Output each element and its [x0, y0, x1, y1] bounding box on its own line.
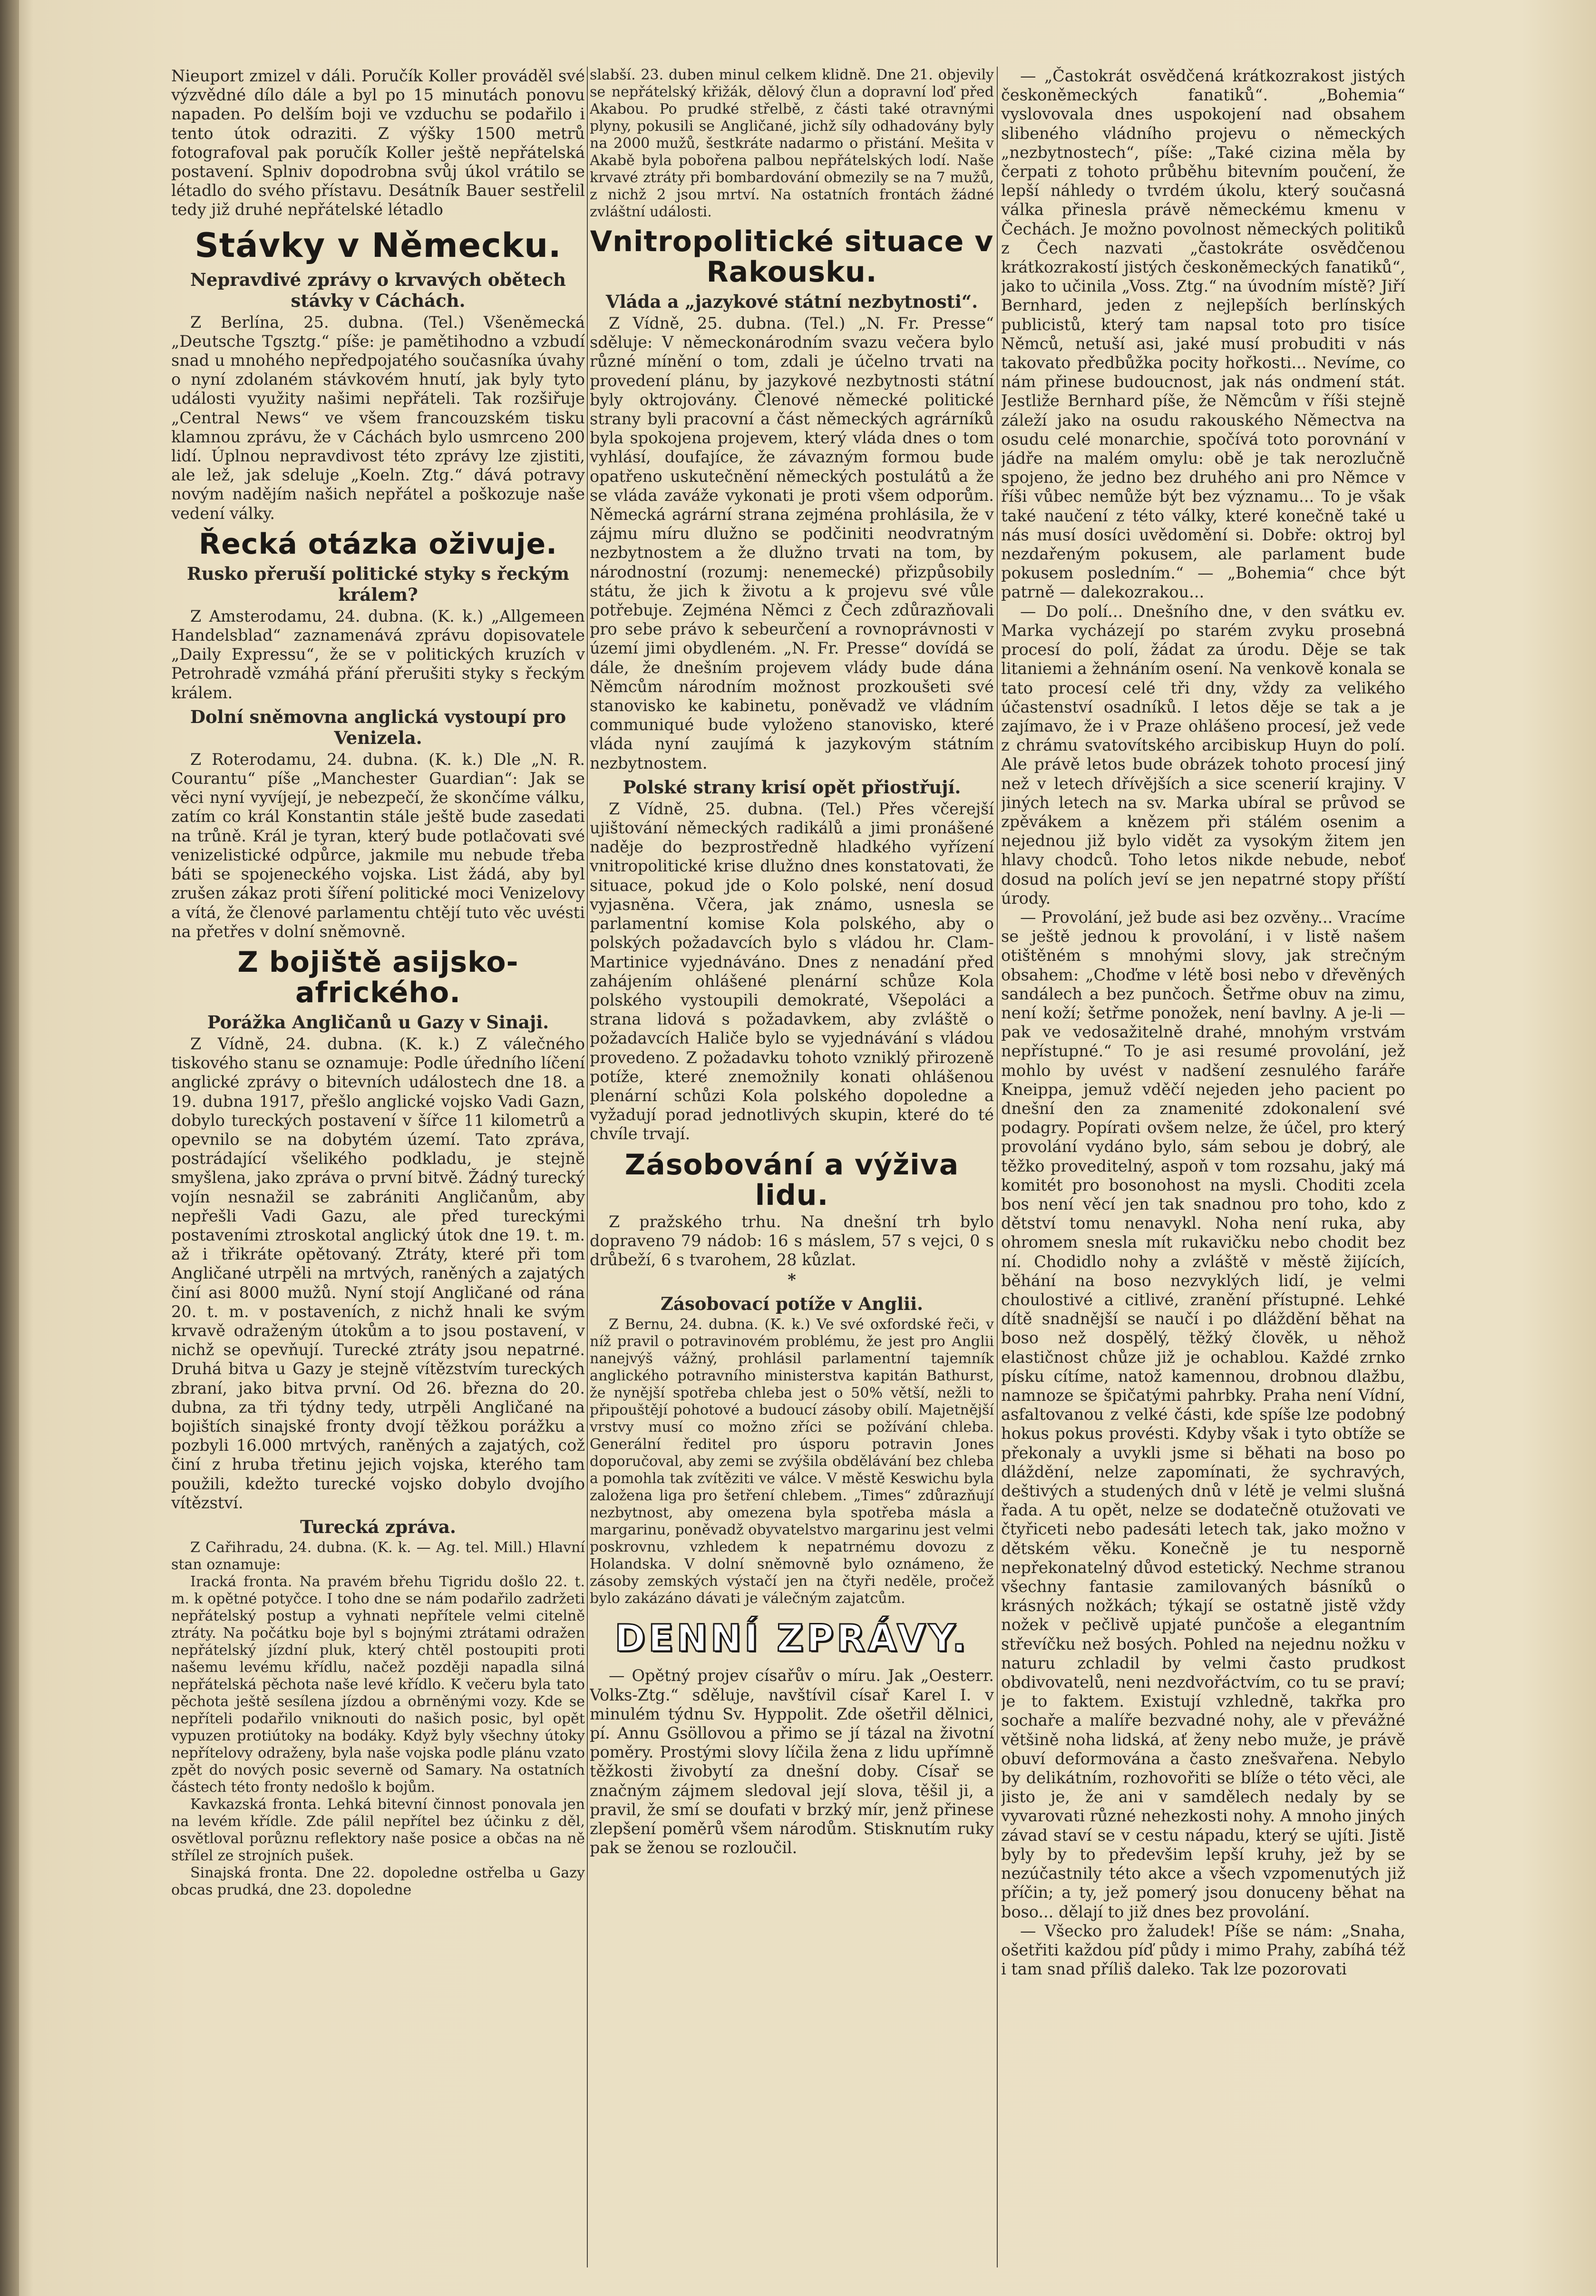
page-binding-shadow — [0, 0, 19, 2296]
article-body: — Do polí... Dnešního dne, v den svátku ev. Marka vycházejí po starém zvyku prosebná procesí do polí, žádat za úrodu. Děje se tak litaniemi a žehnáním osení. Na venkově konala se tato procesí celé tři dny, vždy za velikého účastenství osadníků. I letos děje se tak a je zajímavo, že i v Praze ohlášeno procesí, jež vede z chrámu svatovítského arcibiskup Huyn do polí. Ale právě letos bude obrázek tohoto procesí jiný než v letech dřívějších a sice scenerií krajiny. V jiných letech na sv. Marka ubíral se průvod se zpěvákem a knězem při stálém osenim a nejednou již bylo vidět za vysokým žitem jen hlavy chodců. Toho letos nikde nebude, neboť dosud na polích jeví se jen nepatrné stopy příští úrody. — [1001, 602, 1405, 908]
column-2 — [590, 67, 994, 2267]
article-body: Z pražského trhu. Na dnešní trh bylo dopraveno 79 nádob: 16 s máslem, 57 s vejci, 0 s drůbeží, 6 s tvarohem, 28 kůzlat. — [590, 1212, 994, 1269]
article-body: Z Vídně, 24. dubna. (K. k.) Z válečného tiskového stanu se oznamuje: Podle úředního líčení anglické zprávy o bitevních událostech dne 18. a 19. dubna 1917, přešlo anglické vojsko Vadi Gazn, dobylo tureckých postavení v šířce 11 kilometrů a opevnilo se na dobytém území. Tato zpráva, postrádající všelikého podkladu, je stejně smyšlena, jako zpráva o první bitvě. Žádný turecký vojín nesnažil se zabrániti Angličanům, aby nepřešli Vadi Gazu, ale před tureckými postaveními ztroskotal anglický útok dne 19. t. m. až i třikráte opětovaný. Ztráty, které při tom Angličané utrpěli na mrtvých, raněných a zajatých činí asi 8000 mužů. Nyní stojí Angličané od rána 20. t. m. v postaveních, z nichž hnali ke svým krvavě odraženým útokům a to jsou postavení, v nichž se opevňují. Turecké ztráty jsou nepatrné. Druhá bitva u Gazy je stejně vítězstvím tureckých zbraní, jako bitva první. Od 26. března do 20. dubna, za tři týdny tedy, utrpěli Angličané na bojištích sinajské fronty dvojí těžkou porážku a pozbyli 16.000 mrtvých, raněných a zajatých, což činí z hruba třetinu jejich vojska, kterého tam použili, kdežto turecké vojsko dobylo dvojího vítězství. — [171, 1034, 585, 1512]
subheadline: Rusko přeruší politické styky s řeckým králem? — [186, 563, 570, 605]
article-body: Z Vídně, 25. dubna. (Tel.) Přes včerejší ujištování německých radikálů a jimi pronášené naděje do bezprostředně hladkého vyřízení vnitropolitické krise dlužno dnes konstatovati, že situace, pokud jde o Kolo polské, není dosud vyjasněna. Včera, jak známo, usnesla se parlamentní komise Kola polského, aby o polských požadavcích bylo s vládou hr. Clam-Martinice vyjednáváno. Dnes z nenadání před zahájením ohlášené plenární schůze Kola polského vystoupili demokraté, Všepoláci a strana lidová s požadavkem, aby zvláště o požadavcích Haliče bylo se vyjednávání s vládou provedeno. Z požadavku tohoto vzniklý přirozeně potíže, které znemožnily konati ohlášenou plenární schůzi Kola polského dopoledne a vyžadují porad jednotlivých skupin, které do té chvíle trvají. — [590, 799, 994, 1143]
subheadline: Nepravdivé zprávy o krvavých obětech stávky v Cáchách. — [190, 269, 566, 311]
subheadline: Vláda a „jazykové státní nezbytnosti“. — [605, 291, 978, 312]
column-1 — [171, 67, 585, 2267]
article-body: Z Cařihradu, 24. dubna. (K. k. — Ag. tel. Mill.) Hlavní stan oznamuje: — [171, 1539, 585, 1573]
article-body: Kavkazská fronta. Lehká bitevní činnost ponovala jen na levém křídle. Zde pálil nepřítel bez účinku z děl, osvětloval porůznu reflektory naše posice a občas na ně střílel ze strojních pušek. — [171, 1796, 585, 1864]
subheadline: Dolní sněmovna anglická vystoupí pro Venizela. — [190, 706, 566, 748]
headline-strikes-germany: Stávky v Německu. — [195, 225, 562, 265]
column-rule — [997, 67, 998, 2267]
article-body: Sinajská fronta. Dne 22. dopoledne ostřelba u Gazy obcas prudká, dne 23. dopoledne — [171, 1864, 585, 1898]
article-continuation: Nieuport zmizel v dáli. Poručík Koller prováděl své výzvědné dílo dále a byl po 15 minutách ponovu napaden. Po delším boji ve vzduchu se podařilo i tento útok odraziti. Z výšky 1500 metrů fotografoval pak poručík Koller ještě nepřátelská postavení. Splniv dopodrobna svůj úkol vrátilo se létadlo do svého přístavu. Desátník Bauer sestřelil tedy již druhé nepřátelské létadlo — [171, 67, 585, 219]
column-rule — [587, 67, 588, 2267]
article-body: Z Bernu, 24. dubna. (K. k.) Ve své oxfordské řeči, v níž pravil o potravinovém problému, že jest pro Anglii nanejvýš vážný, prohlásil parlamentní tajemník anglického potravního ministerstva kapitán Bathurst, že nynější spotřeba chleba jest o 50% větší, nežli to připouštějí pohotové a budoucí zásoby obilí. Majetnější vrstvy musí co možno zříci se požívání chleba. Generální ředitel pro úsporu potravin Jones doporučoval, aby zemi se zvýšila obdělávání bez chleba a pomohla tak zvítěziti ve válce. V městě Keswichu byla založena liga pro šetření chlebem. „Times“ zdůrazňují nezbytnost, aby omezena byla spotřeba másla a margarinu, poněvadž obyvatelstvo margarinu jest velmi poskrovnu, vzhledem k nepatrnému dovozu z Holandska. V dolní sněmovně bylo oznámeno, že zásoby zemských výstačí jen na čtyři neděle, pročež bylo zakázáno dávati je válečným zajatcům. — [590, 1316, 994, 1607]
column-3 — [1001, 67, 1405, 2267]
article-body: Z Berlína, 25. dubna. (Tel.) Všeněmecká „Deutsche Tgsztg.“ píše: je pamětihodno a vzbudí snad u mnohého nepředpojatého současníka úvahy o nyní zdolaném stávkovém hnutí, jak byly tyto události využity našimi nepřáteli. Tak rozšiřuje „Central News“ ve všem francouzském tisku klamnou zprávu, že v Cáchách bylo usmrceno 200 lidí. Úplnou nepravdivost této zprávy lze zjistiti, ale lež, jak sdeluje „Koeln. Ztg.“ dává potravy novým nadějím našich nepřátel a poškozuje naše vedení války. — [171, 313, 585, 523]
headline-food-supply: Zásobování a výživa lidu. — [624, 1148, 959, 1212]
headline-asian-african-front: Z bojiště asijsko-afrického. — [237, 945, 519, 1009]
section-divider-star: * — [788, 1270, 796, 1290]
article-body: — „Častokrát osvědčená krátkozrakost jistých českoněmeckých fanatiků“. „Bohemia“ vyslovovala dnes uspokojení nad obsahem slibeného vládního projevu o německých „nezbytnostech“, píše: „Také cizina měla by čerpati z tohoto průběhu bitevním poučení, že lepší náhledy o tvrdém úkolu, který současná válka přinesla právě německému kmenu v Čechách. Je možno povolnost německých politiků z Čech nazvati „častokráte osvědčenou krátkozrakostí jistých českoněmeckých fanatiků“, jako to učinila „Voss. Ztg.“ na úvodním místě? Jiří Bernhard, jeden z nejlepších berlínských publicistů, který tam napsal toto pro tisíce Němců, netuší asi, jaké musí probuditi v nás takovato předbůžka pocity hořkosti... Nevíme, co nám přinese budoucnost, jak nás ondmení stát. Jestliže Bernhard píše, že Němcům v říši stejně záleží jako na osudu rakouského Němectva na osudu celé monarchie, spočívá toto porovnání v jádře na malém omylu: obě je tak nerozlučně spojeno, že jedno bez druhého ani pro Němce v říši vůbec nemůže být bez významu... To je však také naučení z této války, které konečně také u nás musí dosíci uvědomění si. Dobře: oktroj byl nezdařeným pokusem, ale parlament bude pokusem posledním.“ — „Bohemia“ chce být patrně — dalekozrakou... — [1001, 67, 1405, 602]
article-body: Z Roterodamu, 24. dubna. (K. k.) Dle „N. R. Courantu“ píše „Manchester Guardian“: Jak se věci nyní vyvíjejí, je nebezpečí, že skončíme válku, zatím co král Konstantin stále ještě bude zasedati na trůně. Král je tyran, který bude potlačovati své venizelistické odpůrce, jakmile mu nebude třeba báti se spojeneckého vojska. List žádá, aby byl zrušen zákaz proti šíření politické moci Venizelovy a vítá, že členové parlamentu chtějí tuto věc uvésti na přetřes v dolní sněmovně. — [171, 750, 585, 941]
subheadline: Polské strany krisí opět přiostřují. — [623, 776, 961, 798]
article-body: — Provolání, jež bude asi bez ozvěny... Vracíme se ještě jednou k provolání, i v listě našem otištěném s mnohými slovy, jak strečným obsahem: „Choďme v létě bosi nebo v dřevěných sandálech a bez punčoch. Šetřme obuv na zimu, není koží; šetřme ponožek, není bavlny. A je-li — pak ve vedosažitelně drahé, mnohým vrstvám nepřístupné.“ To je asi resumé provolání, jež mohlo by uvést v nadšení zesnulého faráře Kneippa, jemuž vděčí nejeden jeho pacient po dnešní den za znamenité zdokonalení své podagry. Popírati ovšem nelze, že účel, pro který provolání vydáno bylo, sám sebou je dobrý, ale těžko proveditelný, aspoň v tom rozsahu, jaký má komitét pro bosonohost na mysli. Choditi zcela bos není věcí jen tak snadnou pro toho, kdo z dětství tomu nenavykl. Noha není ruka, aby ohromem snesla mít rukavičku nebo chodit bez ní. Chodidlo nohy a zvláště v městě žijících, běhání na boso nezvyklých lidí, je velmi choulostivé a citlivé, zranění přístupné. Lehké dítě snadnější se naučí i po dláždění běhat na boso než dospělý, těžký člověk, u něhož elastičnost chůze již je ochablou. Každé zrnko písku cítíme, natož kamennou, drobnou dlažbu, namnoze se špičatými pahrbky. Praha není Vídní, asfaltovanou z velké části, kde spíše lze podobný hokus pokus provésti. Kdyby však i tyto obtíže se překonaly a uvykli jsme si běhati na boso po dláždění, nelze zapomínati, že sychravých, deštivých a studených dnů v létě je velmi slušná řada. A tu opět, nelze se dodatečně otužovati ve čtyřiceti nebo padesáti letech tak, jako možno v dětském věku. Konečně je tu nesporně nepřekonatelný důvod estetický. Nechme stranou všechny fantasie zamilovaných básníků o krásných nožkách; týkají se ostatně jistě vždy nožek v pečlivě upjaté punčoše a elegantním střevíčku než bosých. Pohled na nejednu nožku v naturu zchladil by velmi často prudkost obdivovatelů, neni nezdvořáctvím, co tu se praví; je to faktem. Existují vzhledně, takřka pro sochaře a malíře bezvadné nohy, ale v převážné většině noha lidská, ať ženy nebo muže, je právě obuví deformována a často znešvařena. Nebylo by delikátním, rozhovořiti se blíže o této věci, ale jisto je, že ani v samdělech nedaly by se vyvarovati různé nehezkosti nohy. A mnoho jiných závad staví se v cestu nápadu, který se ujíti. Jistě byly by to předevšim lepší kruhy, jež by se nezúčastnily této akce a všech vzpomenutých již příčin; a ty, jež pomerý jsou donuceny běhat na boso... dělají to již dnes bez provolání. — [1001, 908, 1405, 1921]
subheadline: Zásobovací potíže v Anglii. — [660, 1293, 924, 1315]
headline-greek-question: Řecká otázka oživuje. — [199, 527, 557, 561]
article-body: Z Vídně, 25. dubna. (Tel.) „N. Fr. Presse“ sděluje: V německonárodním svazu večera bylo různé mínění o tom, zdali je účelno trvati na provedení plánu, by jazykové nezbytnosti státní byly oktrojovány. Členové německé politické strany byli pracovní a část německých agrárníků byla spokojena projevem, který vláda dnes o tom vyhlásí, doufajíce, že závazným formou bude opatřeno uskutečnění německých postulátů a že se vláda zaváže vykonati je proti všem odporům. Německá agrární strana zejména prohlásila, že v zájmu míru dlužno se podčiniti neodvratným nezbytnostem a že dlužno trvati na tom, by národnostní (rozumj: nenemecké) přizpůsobily státu, že jich k životu a k projevu své vůle potřebuje. Zejména Němci z Čech zdůrazňovali pro sebe právo k sebeurčení a rovnoprávnosti v území jimi obydleném. „N. Fr. Presse“ dovídá se dále, že dnešním projevem vlády bude dána Němcům národním možnost prozkoušeti své stanovisko ke kabinetu, poněvadž ve vládním communiqué bude vyloženo stanovisko, které vláda nyní zaujímá k jazykovým státním nezbytnostem. — [590, 314, 994, 772]
article-body: — Opětný projev císařův o míru. Jak „Oesterr. Volks-Ztg.“ sděluje, navštívil císař Karel I. v minulém týdnu Sv. Hyppolit. Zde ošetřil dělnici, pí. Annu Gsöllovou a přimo se jí tázal na životní poměry. Prostými slovy líčila žena z lidu upřímně těžkosti živobytí za dnešní doby. Císař se značným zájmem sledoval její slova, těšil ji, a pravil, že smí se doufati v brzký mír, jenž přinese zlepšení poměrů všem národům. Stisknutím ruky pak se ženou se rozloučil. — [590, 1666, 994, 1857]
subheadline: Turecká zpráva. — [300, 1516, 456, 1537]
article-body: Iracká fronta. Na pravém břehu Tigridu došlo 22. t. m. k opětné potyčce. I toho dne se nám podařilo zadržeti nepřátelský postup a vyhnati nepřítele velmi citelně ztráty. Na počátku boje byl s bojnými ztrátami odražen nepřátelský jízdní pluk, který chtěl postoupiti proti našemu levému křídlu, načež později napadla silná nepřátelská pěchota naše levé křídlo. K večeru byla tato pěchota ještě sesílena jízdou a obrněnými vozy. Kde se nepříteli podařilo vniknouti do našich posic, byl opět vypuzen protiútoky na bodáky. Když byly všechny útoky nepřítelovy odraženy, byla naše vojska podle plánu vzato zpět do nových posic severně od Samary. Na ostatních částech této fronty nedošlo k bojům. — [171, 1573, 585, 1796]
headline-domestic-politics: Vnitropolitické situace v Rakousku. — [590, 225, 994, 289]
article-body: — Všecko pro žaludek! Píše se nám: „Snaha, ošetřiti každou píď půdy i mimo Prahy, zabíhá též i tam snad příliš daleko. Tak lze pozorovati — [1001, 1921, 1405, 1979]
subheadline: Porážka Angličanů u Gazy v Sinaji. — [207, 1011, 549, 1033]
article-body: Z Amsterodamu, 24. dubna. (K. k.) „Allgemeen Handelsblad“ zaznamenává zprávu dopisovatele „Daily Expressu“, že se v politických kruzích v Petrohradě vzmáhá přání přerušiti styky s řeckým králem. — [171, 606, 585, 702]
article-continuation: slabší. 23. duben minul celkem klidně. Dne 21. objevily se nepřátelský křižák, dělový člun a dopravní loď před Akabou. Po prudké střelbě, z části také otravnými plyny, pokusili se Angličané, jichž síly odhadovány byly na 2000 mužů, šestkráte nadarmo o přistání. Mešita v Akabě byla pobořena palbou nepřátelských lodí. Naše krvavé ztráty při bombardování obmezily se na 7 mužů, z nichž 2 jsou mrtví. Na ostatních frontách žádné zvláštní události. — [590, 67, 994, 220]
headline-daily-news: DENNÍ ZPRÁVY. — [614, 1617, 969, 1661]
